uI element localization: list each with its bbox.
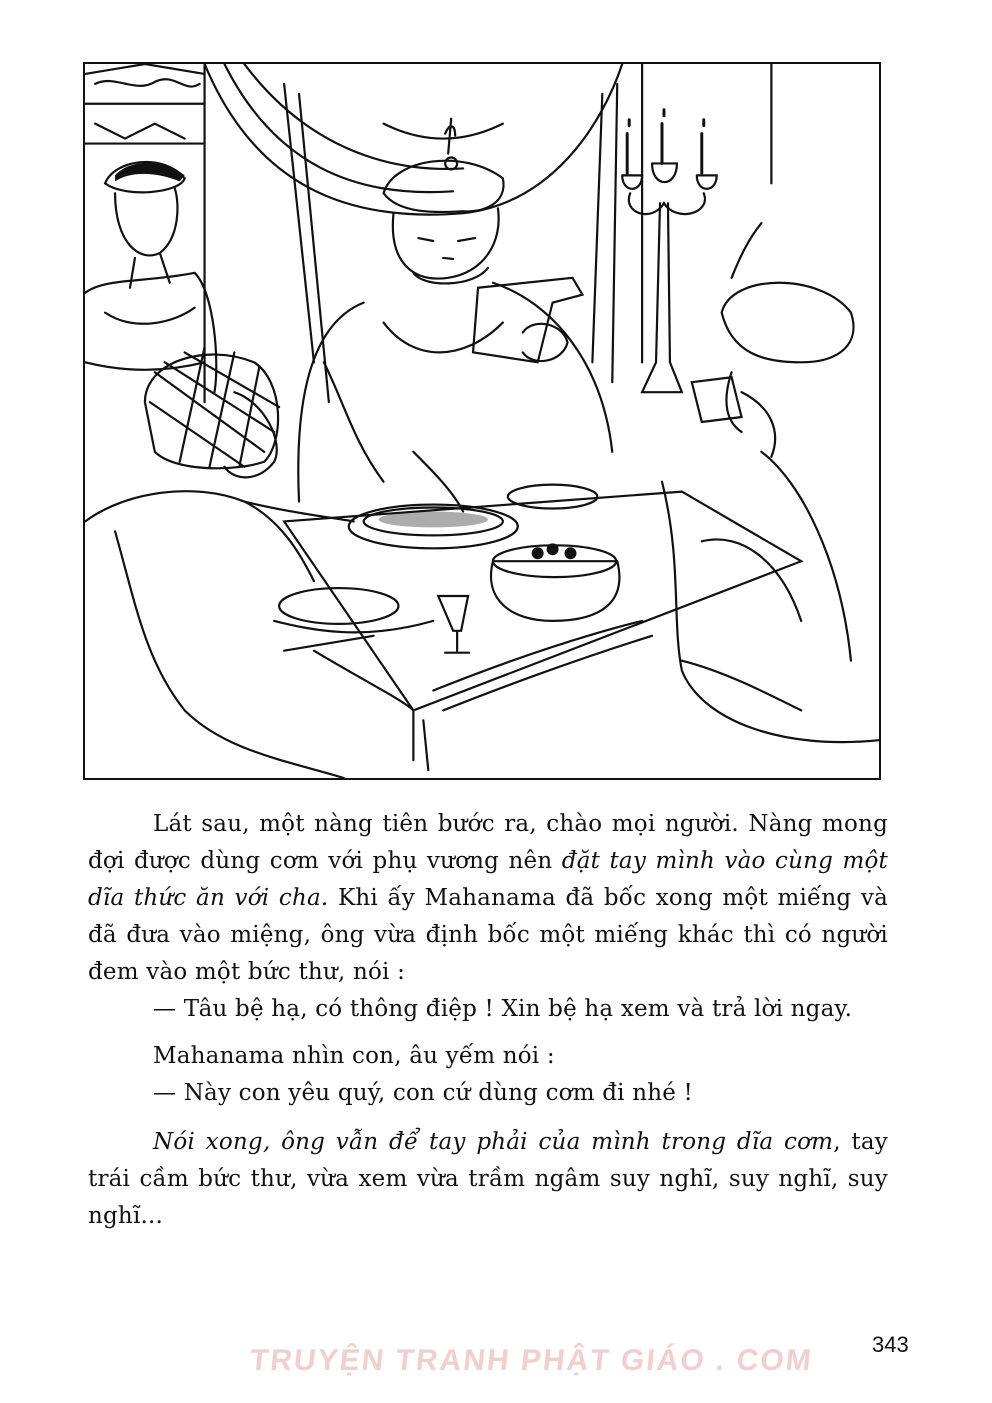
dialogue-messenger: — Tâu bệ hạ, có thông điệp ! Xin bệ hạ xem và trả lời ngay.	[153, 996, 853, 1022]
paragraph-5	[88, 1124, 888, 1235]
paragraph-1	[88, 806, 888, 991]
watermark: TRUYỆN TRANH PHẬT GIÁO . COM	[248, 1344, 815, 1377]
dining-scene-drawing	[85, 64, 879, 778]
story-text	[88, 806, 888, 1235]
dialogue-mahanama: — Này con yêu quý, con cứ dùng cơm đi nhé !	[153, 1080, 694, 1106]
paragraph-5-italic: Nói xong, ông vẫn để tay phải của mình trong dĩa cơm	[153, 1129, 834, 1155]
paragraph-1-end: Khi ấy Mahanama đã bốc xong một miếng và đã đưa vào miệng, ông vừa định bốc một miếng khác thì có người đem vào một bức thư, nói :	[88, 885, 888, 985]
story-illustration	[83, 62, 881, 780]
paragraph-5-end: , tay trái cầm bức thư, vừa xem vừa trầm ngâm suy nghĩ, suy nghĩ, suy nghĩ...	[88, 1129, 888, 1229]
page-number: 343	[872, 1332, 909, 1357]
paragraph-1-italic: đặt tay mình vào cùng một dĩa thức ăn với cha.	[88, 848, 888, 911]
paragraph-3: Mahanama nhìn con, âu yếm nói :	[153, 1043, 555, 1069]
paragraph-1-start: Lát sau, một nàng tiên bước ra, chào mọi người. Nàng mong đợi được dùng cơm với phụ vương nên	[88, 811, 888, 874]
